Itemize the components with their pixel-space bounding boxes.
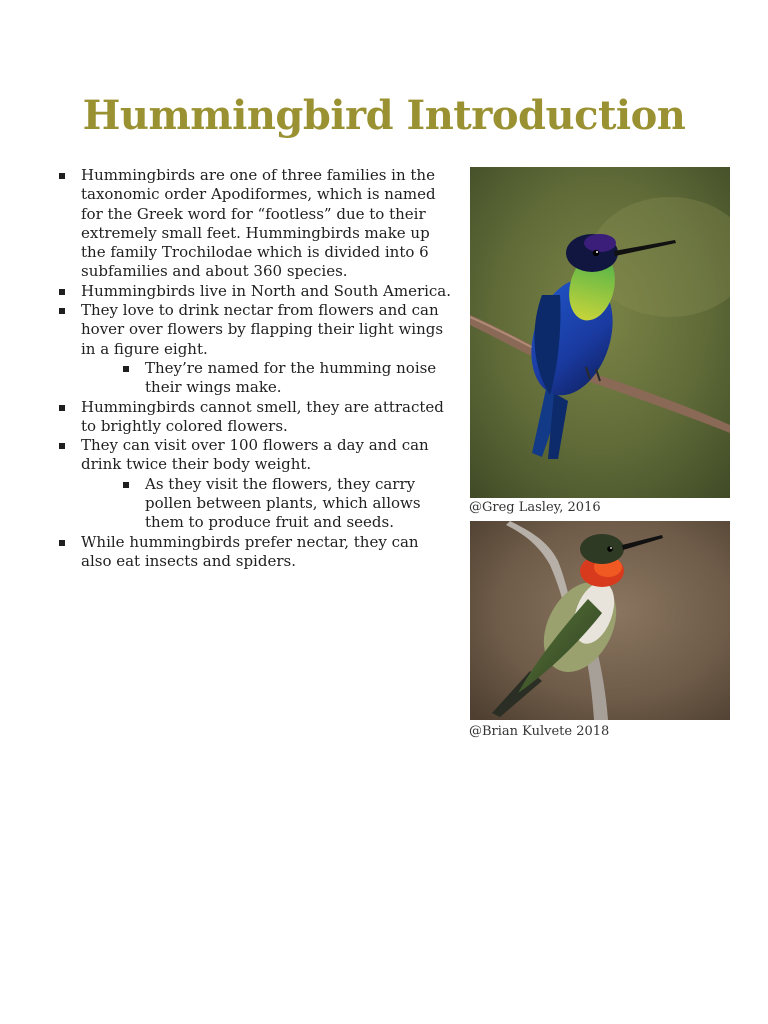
list-item-text: Hummingbirds cannot smell, they are attracted to brightly colored flowers. <box>81 397 444 435</box>
hummingbird-photo-2-image <box>470 521 730 720</box>
list-item-text: They love to drink nectar from flowers and can hover over flowers by flapping their light wings in a figure eight. <box>81 301 444 358</box>
square-bullet-icon <box>59 308 65 314</box>
photo-caption-2: @Brian Kulvete 2018 <box>469 724 610 739</box>
sub-list-item <box>52 475 452 533</box>
list-item-text: Hummingbirds live in North and South America. <box>81 281 452 300</box>
square-bullet-icon <box>59 405 65 411</box>
square-bullet-icon <box>123 366 129 372</box>
bullet-list <box>52 166 452 571</box>
list-item-text: Hummingbirds are one of three families in the taxonomic order Apodiformes, which is named for the Greek word for “footless” due to their extremely small feet. Hummingbirds make up the family Trochilodae which is divided into 6 subfamilies and about 360 species. <box>81 166 436 281</box>
square-bullet-icon <box>59 173 65 179</box>
square-bullet-icon <box>59 540 65 546</box>
list-item <box>52 301 452 359</box>
square-bullet-icon <box>59 443 65 449</box>
square-bullet-icon <box>123 482 129 488</box>
list-item <box>52 533 452 572</box>
hummingbird-photo-2 <box>470 521 730 720</box>
hummingbird-photo-1-image <box>470 167 730 498</box>
list-item-text: They can visit over 100 flowers a day and can drink twice their body weight. <box>81 436 429 474</box>
square-bullet-icon <box>59 289 65 295</box>
sub-list-item <box>52 359 452 398</box>
list-item-text: As they visit the flowers, they carry pollen between plants, which allows them to produce fruit and seeds. <box>145 474 421 532</box>
list-item-text: They’re named for the humming noise their wings make. <box>145 358 437 397</box>
list-item <box>52 166 452 282</box>
list-item <box>52 398 452 437</box>
list-item-text: While hummingbirds prefer nectar, they can also eat insects and spiders. <box>81 532 419 570</box>
photo-caption-1: @Greg Lasley, 2016 <box>469 500 601 515</box>
list-item <box>52 282 452 301</box>
hummingbird-photo-1 <box>470 167 730 498</box>
list-item <box>52 436 452 475</box>
page-title: Hummingbird Introduction <box>82 92 686 139</box>
